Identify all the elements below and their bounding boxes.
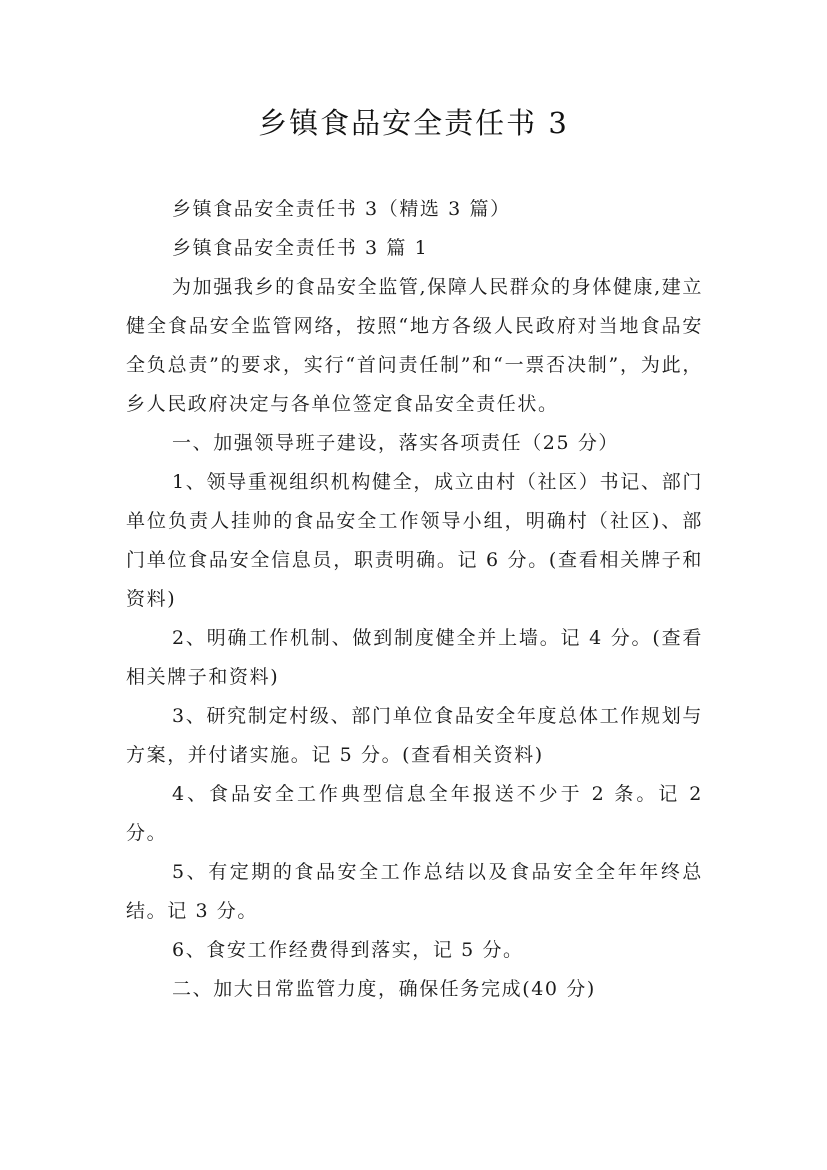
document-body (126, 190, 703, 1009)
item-5: 5、有定期的食品安全工作总结以及食品安全全年年终总结。记 3 分。 (126, 861, 703, 922)
paragraph-intro: 为加强我乡的食品安全监管,保障人民群众的身体健康,建立健全食品安全监管网络，按照“地方各级人民政府对当地食品安全负总责”的要求，实行“首问责任制”和“一票否决制”，为此，乡人民政府决定与各单位签定食品安全责任状。 (126, 276, 703, 415)
section-heading-1: 一、加强领导班子建设，落实各项责任（25 分） (172, 432, 620, 454)
document-title: 乡镇食品安全责任书 3 (258, 106, 569, 140)
item-4: 4、食品安全工作典型信息全年报送不少于 2 条。记 2 分。 (126, 783, 703, 844)
item-6: 6、食安工作经费得到落实，记 5 分。 (172, 939, 524, 961)
item-2: 2、明确工作机制、做到制度健全并上墙。记 4 分。(查看相关牌子和资料) (126, 627, 703, 688)
item-1: 1、领导重视组织机构健全，成立由村（社区）书记、部门单位负责人挂帅的食品安全工作领导小组，明确村（社区)、部门单位食品安全信息员，职责明确。记 6 分。(查看相关牌子和资料) (126, 471, 703, 610)
item-3: 3、研究制定村级、部门单位食品安全年度总体工作规划与方案，并付诸实施。记 5 分。(查看相关资料) (126, 705, 703, 766)
section-heading-2: 二、加大日常监管力度，确保任务完成(40 分) (172, 978, 596, 1000)
paragraph-article-heading: 乡镇食品安全责任书 3 篇 1 (172, 237, 429, 259)
paragraph-subtitle-selected: 乡镇食品安全责任书 3（精选 3 篇） (172, 198, 511, 220)
